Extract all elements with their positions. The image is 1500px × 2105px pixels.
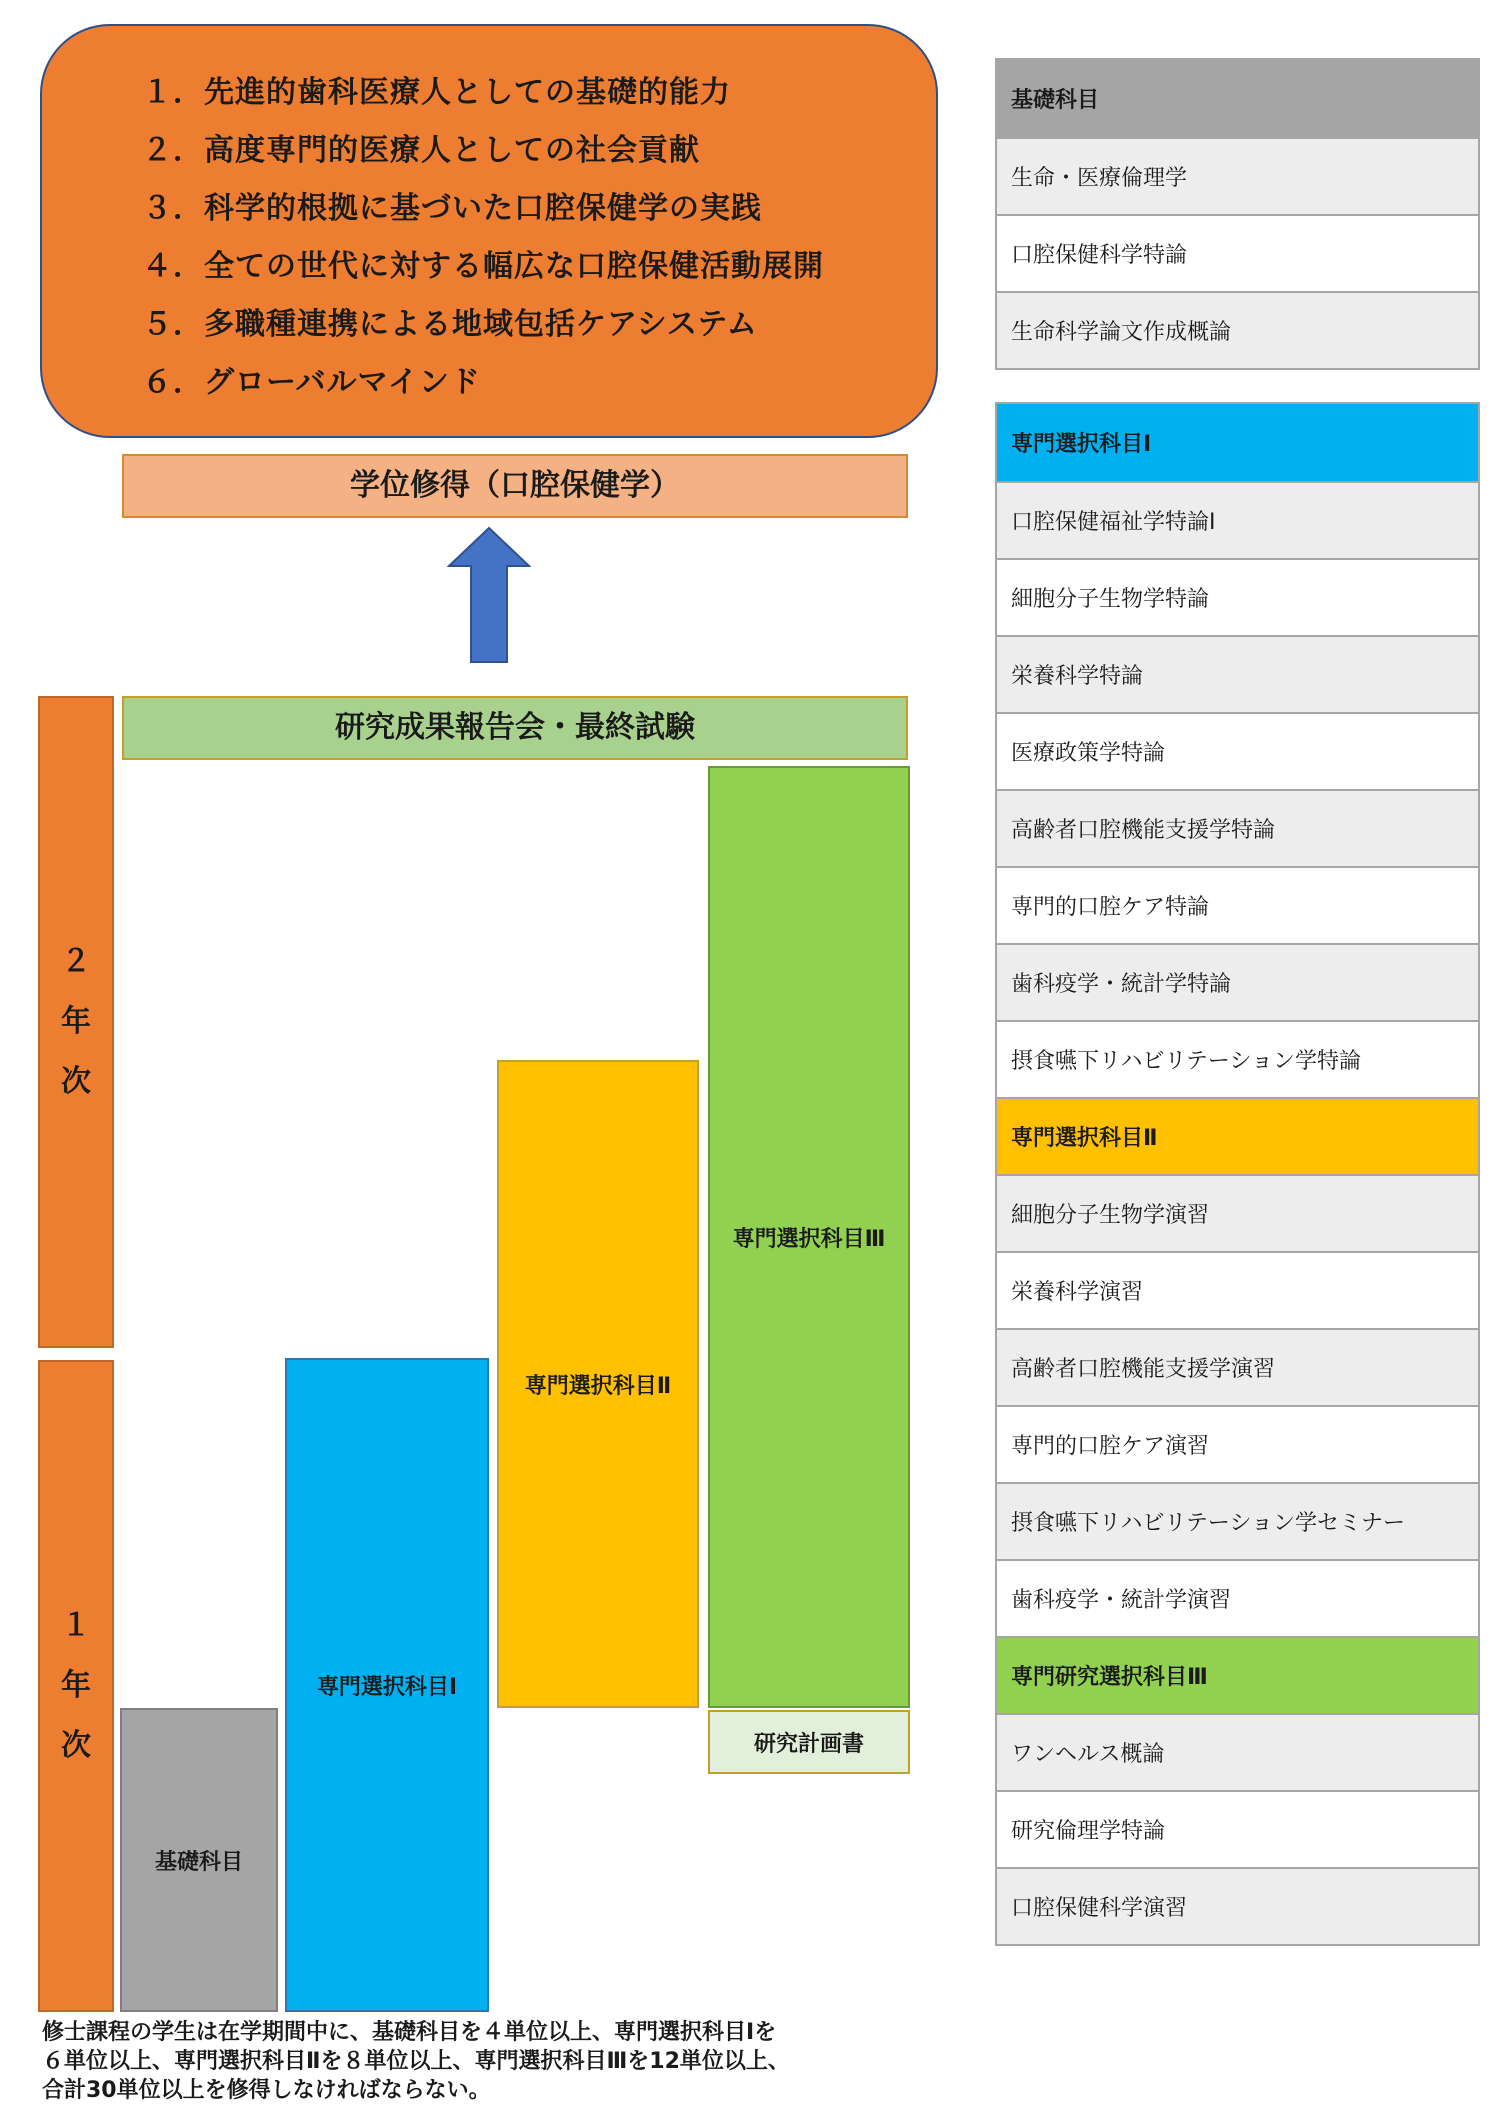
- course-item: 専門的口腔ケア特論: [997, 866, 1478, 943]
- bar-specialized-2: 専門選択科目Ⅱ: [497, 1060, 699, 1708]
- year-1-char: １: [61, 1608, 91, 1643]
- goal-item: ６．グローバルマインド: [142, 365, 481, 400]
- credit-requirements-note: [42, 2018, 922, 2105]
- course-item: 研究倫理学特論: [997, 1790, 1478, 1867]
- section-header: 専門選択科目Ⅱ: [997, 1097, 1478, 1174]
- degree-box: 学位修得（口腔保健学）: [122, 454, 908, 518]
- course-item: 生命科学論文作成概論: [997, 291, 1478, 368]
- course-item: 高齢者口腔機能支援学演習: [997, 1328, 1478, 1405]
- goal-item: ２．高度専門的医療人としての社会貢献: [142, 133, 700, 168]
- goal-item: ４．全ての世代に対する幅広な口腔保健活動展開: [142, 249, 824, 284]
- year-1-char: 年: [61, 1668, 91, 1703]
- course-item: 細胞分子生物学演習: [997, 1174, 1478, 1251]
- section-header: 専門選択科目Ⅰ: [997, 404, 1478, 481]
- course-item: 摂食嚥下リハビリテーション学特論: [997, 1020, 1478, 1097]
- section-header: 専門研究選択科目Ⅲ: [997, 1636, 1478, 1713]
- program-goals-box: [40, 24, 938, 438]
- bar-specialized-3: 専門選択科目Ⅲ: [708, 766, 910, 1708]
- course-item: 摂食嚥下リハビリテーション学セミナー: [997, 1482, 1478, 1559]
- course-item: 口腔保健科学特論: [997, 214, 1478, 291]
- bar-basic-subjects: 基礎科目: [120, 1708, 278, 2012]
- year-2-char: 年: [61, 1004, 91, 1039]
- goals-list: [142, 64, 824, 412]
- course-item: 口腔保健科学演習: [997, 1867, 1478, 1944]
- year-2-char: 次: [61, 1064, 91, 1099]
- goal-item: ３．科学的根拠に基づいた口腔保健学の実践: [142, 191, 762, 226]
- section-specialized-1: [995, 402, 1480, 1946]
- note-line: 合計30単位以上を修得しなければならない。: [42, 2078, 491, 2103]
- year-1-char: 次: [61, 1728, 91, 1763]
- note-line: ６単位以上、専門選択科目Ⅱを８単位以上、専門選択科目Ⅲを12単位以上、: [42, 2049, 790, 2074]
- year-1-label: [38, 1360, 114, 2012]
- course-item: 生命・医療倫理学: [997, 137, 1478, 214]
- course-item: 高齢者口腔機能支援学特論: [997, 789, 1478, 866]
- course-item: 歯科疫学・統計学特論: [997, 943, 1478, 1020]
- section-basic-subjects: [995, 58, 1480, 370]
- course-item: 口腔保健福祉学特論Ⅰ: [997, 481, 1478, 558]
- course-item: ワンヘルス概論: [997, 1713, 1478, 1790]
- course-item: 栄養科学演習: [997, 1251, 1478, 1328]
- course-item: 歯科疫学・統計学演習: [997, 1559, 1478, 1636]
- course-item: 医療政策学特論: [997, 712, 1478, 789]
- course-item: 細胞分子生物学特論: [997, 558, 1478, 635]
- up-arrow-icon: [447, 526, 531, 664]
- course-item: 栄養科学特論: [997, 635, 1478, 712]
- final-exam-box: 研究成果報告会・最終試験: [122, 696, 908, 760]
- year-2-char: ２: [61, 944, 91, 979]
- year-2-label: [38, 696, 114, 1348]
- note-line: 修士課程の学生は在学期間中に、基礎科目を４単位以上、専門選択科目Ⅰを: [42, 2020, 777, 2045]
- goal-item: ５．多職種連携による地域包括ケアシステム: [142, 307, 758, 342]
- course-item: 専門的口腔ケア演習: [997, 1405, 1478, 1482]
- goal-item: １．先進的歯科医療人としての基礎的能力: [142, 75, 731, 110]
- bar-specialized-1: 専門選択科目Ⅰ: [285, 1358, 489, 2012]
- bar-research-plan: 研究計画書: [708, 1710, 910, 1774]
- section-header: 基礎科目: [997, 60, 1478, 137]
